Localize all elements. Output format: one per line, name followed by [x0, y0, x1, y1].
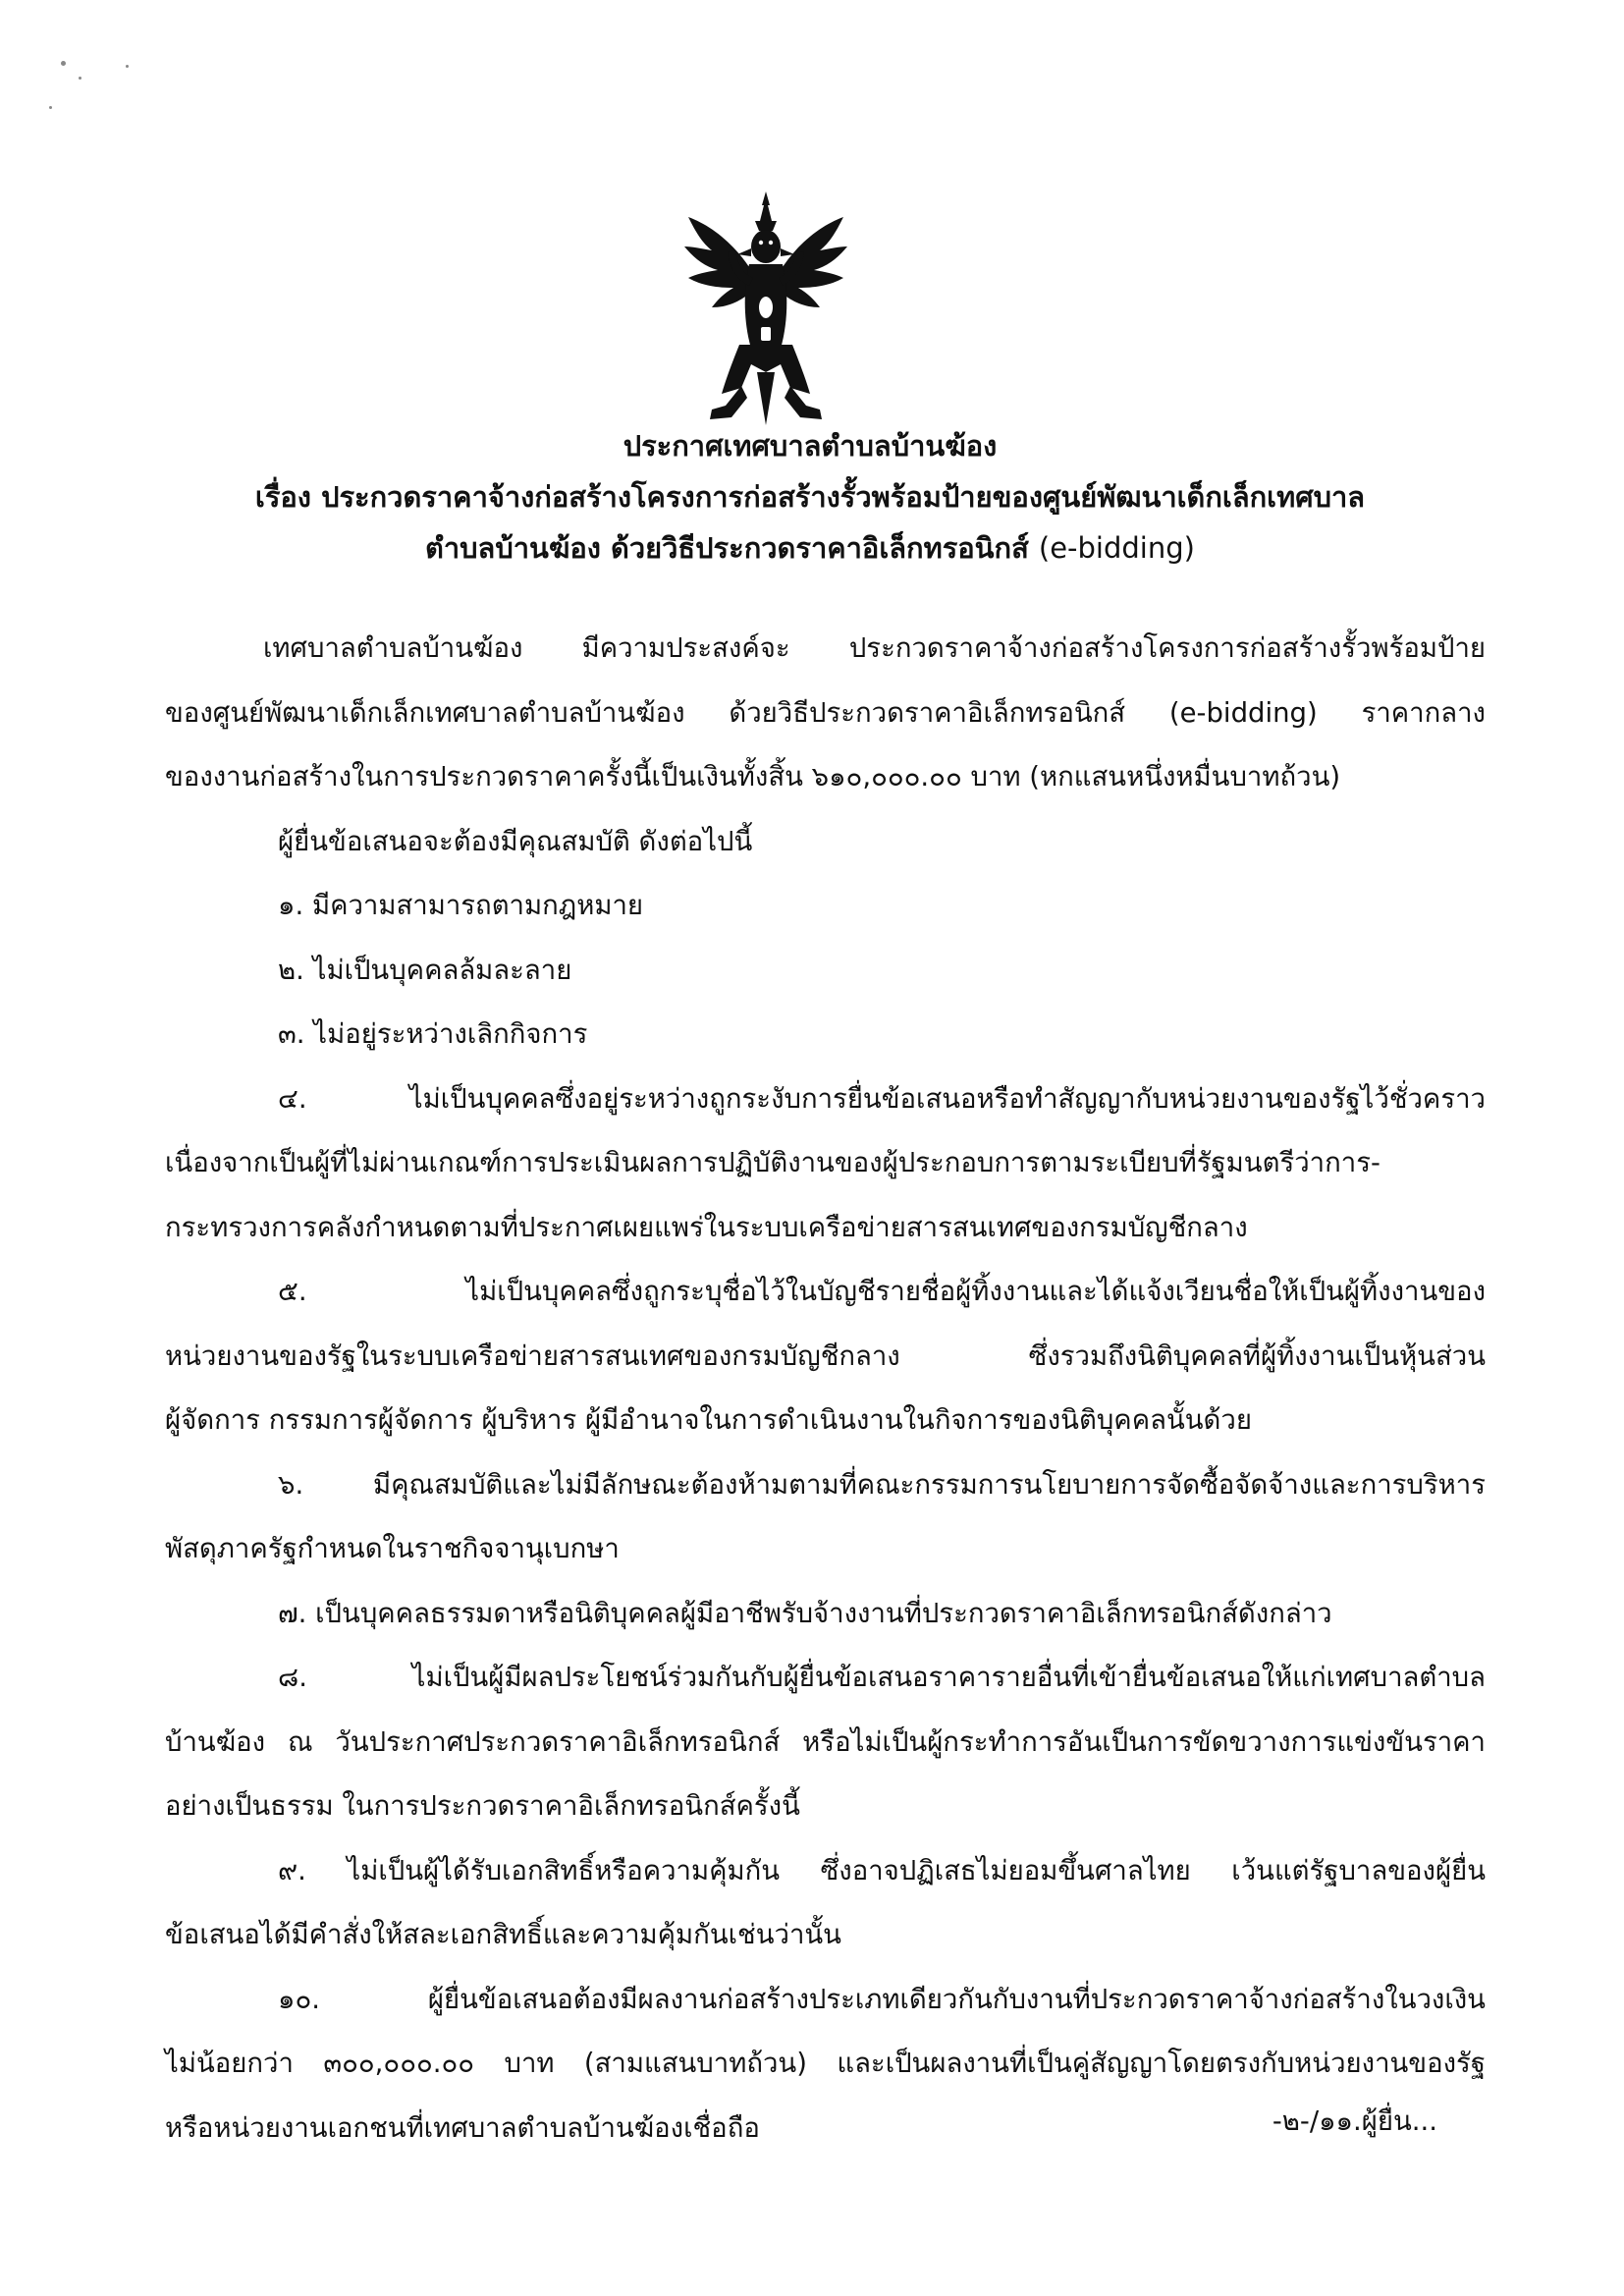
- announcement-title: ประกาศเทศบาลตำบลบ้านฆ้อง: [623, 429, 998, 463]
- subject-line-1: เรื่อง ประกวดราคาจ้างก่อสร้างโครงการก่อสร้างรั้วพร้อมป้ายของศูนย์พัฒนาเด็กเล็กเทศบาล: [254, 480, 1366, 514]
- qualification-item: ๙. ไม่เป็นผู้ได้รับเอกสิทธิ์หรือความคุ้มกัน ซึ่งอาจปฏิเสธไม่ยอมขึ้นศาลไทย เว้นแต่รัฐบาลของผู้ยื่น: [278, 1854, 1486, 1886]
- body-line: ของงานก่อสร้างในการประกวดราคาครั้งนี้เป็นเงินทั้งสิ้น ๖๑๐,๐๐๐.๐๐ บาท (หกแสนหนึ่งหมื่นบาทถ้วน): [165, 761, 1341, 793]
- subject-line-2-latin: (e-bidding): [1038, 531, 1195, 565]
- scan-speck: [79, 77, 81, 80]
- qualification-item: ๑. มีความสามารถตามกฎหมาย: [278, 890, 644, 921]
- garuda-emblem-icon: [682, 191, 849, 427]
- scan-speck: [49, 106, 52, 109]
- body-line: กระทรวงการคลังกำหนดตามที่ประกาศเผยแพร่ในระบบเครือข่ายสารสนเทศของกรมบัญชีกลาง: [165, 1211, 1248, 1243]
- qualification-item: ๑๐. ผู้ยื่นข้อเสนอต้องมีผลงานก่อสร้างประเภทเดียวกันกับงานที่ประกวดราคาจ้างก่อสร้างในวงเงิน: [278, 1983, 1486, 2015]
- body-line: ผู้จัดการ กรรมการผู้จัดการ ผู้บริหาร ผู้มีอำนาจในการดำเนินงานในกิจการของนิติบุคคลนั้นด้วย: [165, 1404, 1252, 1436]
- qualification-item: ๓. ไม่อยู่ระหว่างเลิกกิจการ: [278, 1018, 588, 1050]
- announcement-body: [165, 617, 1486, 2160]
- subject-line-2: [147, 522, 1473, 574]
- title-block: [147, 420, 1473, 574]
- qualification-item: ๖. มีคุณสมบัติและไม่มีลักษณะต้องห้ามตามที่คณะกรรมการนโยบายการจัดซื้อจัดจ้างและการบริหาร: [278, 1468, 1486, 1501]
- qualification-item: ๕. ไม่เป็นบุคคลซึ่งถูกระบุชื่อไว้ในบัญชีรายชื่อผู้ทิ้งงานและได้แจ้งเวียนชื่อให้เป็นผู้ทิ้งงานของ: [278, 1276, 1486, 1307]
- page-continuation: -๒-/๑๑.ผู้ยื่น...: [1272, 2105, 1437, 2137]
- scan-speck: [61, 61, 66, 66]
- body-line: อย่างเป็นธรรม ในการประกวดราคาอิเล็กทรอนิกส์ครั้งนี้: [165, 1790, 800, 1822]
- body-line: พัสดุภาครัฐกำหนดในราชกิจจานุเบกษา: [165, 1533, 620, 1564]
- body-line: เนื่องจากเป็นผู้ที่ไม่ผ่านเกณฑ์การประเมินผลการปฏิบัติงานของผู้ประกอบการตามระเบียบที่รัฐมนตรีว่าการ-: [165, 1147, 1380, 1178]
- body-line: ผู้ยื่นข้อเสนอจะต้องมีคุณสมบัติ ดังต่อไปนี้: [278, 825, 753, 857]
- qualification-item: ๔. ไม่เป็นบุคคลซึ่งอยู่ระหว่างถูกระงับการยื่นข้อเสนอหรือทำสัญญากับหน่วยงานของรัฐไว้ชั่วคราว: [278, 1082, 1486, 1115]
- qualification-item: ๘. ไม่เป็นผู้มีผลประโยชน์ร่วมกันกับผู้ยื่นข้อเสนอราคารายอื่นที่เข้ายื่นข้อเสนอให้แก่เทศบาลตำบล: [278, 1662, 1486, 1693]
- body-line: หรือหน่วยงานเอกชนที่เทศบาลตำบลบ้านฆ้องเชื่อถือ: [165, 2111, 760, 2144]
- body-line: ข้อเสนอได้มีคำสั่งให้สละเอกสิทธิ์และความคุ้มกันเช่นว่านั้น: [165, 1919, 841, 1950]
- scan-speck: [126, 65, 129, 68]
- body-line: บ้านฆ้อง ณ วันประกาศประกวดราคาอิเล็กทรอนิกส์ หรือไม่เป็นผู้กระทำการอันเป็นการขัดขวางการแข่งขันราคา: [165, 1725, 1486, 1758]
- body-line: ไม่น้อยกว่า ๓๐๐,๐๐๐.๐๐ บาท (สามแสนบาทถ้วน) และเป็นผลงานที่เป็นคู่สัญญาโดยตรงกับหน่วยงานของรัฐ: [165, 2048, 1486, 2079]
- qualification-item: ๒. ไม่เป็นบุคคลล้มละลาย: [278, 954, 572, 986]
- subject-line-2-thai: ตำบลบ้านฆ้อง ด้วยวิธีประกวดราคาอิเล็กทรอนิกส์: [425, 531, 1029, 565]
- body-line: หน่วยงานของรัฐในระบบเครือข่ายสารสนเทศของกรมบัญชีกลาง ซึ่งรวมถึงนิติบุคคลที่ผู้ทิ้งงานเป็นหุ้นส่วน: [165, 1339, 1486, 1372]
- body-line: ของศูนย์พัฒนาเด็กเล็กเทศบาลตำบลบ้านฆ้อง ด้วยวิธีประกวดราคาอิเล็กทรอนิกส์ (e-bidding) ราคากลาง: [165, 696, 1486, 729]
- qualification-item: ๗. เป็นบุคคลธรรมดาหรือนิติบุคคลผู้มีอาชีพรับจ้างงานที่ประกวดราคาอิเล็กทรอนิกส์ดังกล่าว: [278, 1597, 1332, 1629]
- body-line: เทศบาลตำบลบ้านฆ้อง มีความประสงค์จะ ประกวดราคาจ้างก่อสร้างโครงการก่อสร้างรั้วพร้อมป้าย: [263, 632, 1486, 664]
